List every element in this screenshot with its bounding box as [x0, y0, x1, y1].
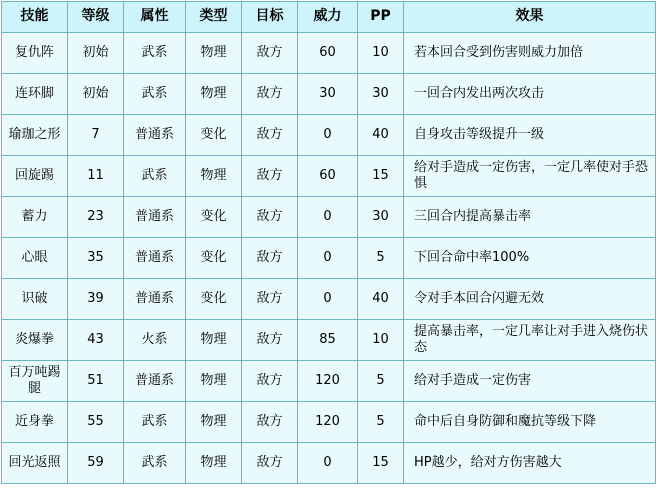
- cell-power: 0: [298, 238, 358, 279]
- cell-skill: 心眼: [2, 238, 68, 279]
- table-header-row: [2, 2, 656, 33]
- cell-type: 物理: [186, 443, 242, 484]
- cell-level: 23: [68, 197, 124, 238]
- cell-target: 敌方: [242, 279, 298, 320]
- cell-type: 变化: [186, 115, 242, 156]
- cell-power: 85: [298, 320, 358, 361]
- cell-power: 120: [298, 361, 358, 402]
- cell-pp: 5: [358, 361, 404, 402]
- cell-target: 敌方: [242, 156, 298, 197]
- column-header-target: 目标: [242, 2, 298, 33]
- cell-level: 51: [68, 361, 124, 402]
- cell-skill: 连环脚: [2, 74, 68, 115]
- cell-skill: 百万吨踢腿: [2, 361, 68, 402]
- cell-type: 物理: [186, 361, 242, 402]
- column-header-level: 等级: [68, 2, 124, 33]
- cell-skill: 回旋踢: [2, 156, 68, 197]
- cell-power: 30: [298, 74, 358, 115]
- cell-type: 变化: [186, 197, 242, 238]
- cell-effect: 若本回合受到伤害则威力加倍: [404, 33, 656, 74]
- table-row: [2, 33, 656, 74]
- cell-level: 初始: [68, 74, 124, 115]
- cell-level: 43: [68, 320, 124, 361]
- cell-level: 35: [68, 238, 124, 279]
- cell-pp: 10: [358, 33, 404, 74]
- cell-effect: 命中后自身防御和魔抗等级下降: [404, 402, 656, 443]
- cell-target: 敌方: [242, 115, 298, 156]
- cell-pp: 5: [358, 402, 404, 443]
- cell-pp: 15: [358, 443, 404, 484]
- table-row: [2, 361, 656, 402]
- cell-effect: 一回合内发出两次攻击: [404, 74, 656, 115]
- cell-type: 变化: [186, 238, 242, 279]
- cell-attribute: 普通系: [124, 197, 186, 238]
- cell-target: 敌方: [242, 74, 298, 115]
- cell-attribute: 武系: [124, 74, 186, 115]
- cell-level: 初始: [68, 33, 124, 74]
- column-header-pp: PP: [358, 2, 404, 33]
- cell-power: 60: [298, 33, 358, 74]
- cell-target: 敌方: [242, 443, 298, 484]
- cell-pp: 15: [358, 156, 404, 197]
- cell-level: 55: [68, 402, 124, 443]
- cell-type: 物理: [186, 156, 242, 197]
- table-row: [2, 197, 656, 238]
- table-row: [2, 156, 656, 197]
- cell-effect: 给对手造成一定伤害，一定几率使对手恐惧: [404, 156, 656, 197]
- cell-pp: 10: [358, 320, 404, 361]
- column-header-power: 威力: [298, 2, 358, 33]
- cell-effect: 三回合内提高暴击率: [404, 197, 656, 238]
- cell-skill: 近身拳: [2, 402, 68, 443]
- cell-skill: 瑜珈之形: [2, 115, 68, 156]
- cell-type: 物理: [186, 33, 242, 74]
- cell-attribute: 普通系: [124, 279, 186, 320]
- cell-effect: 给对手造成一定伤害: [404, 361, 656, 402]
- table-row: [2, 74, 656, 115]
- cell-attribute: 普通系: [124, 361, 186, 402]
- table-row: [2, 115, 656, 156]
- cell-level: 7: [68, 115, 124, 156]
- cell-pp: 30: [358, 197, 404, 238]
- table-body: [2, 33, 656, 484]
- cell-power: 0: [298, 443, 358, 484]
- cell-target: 敌方: [242, 402, 298, 443]
- table-header: [2, 2, 656, 33]
- cell-attribute: 武系: [124, 156, 186, 197]
- cell-level: 59: [68, 443, 124, 484]
- cell-power: 0: [298, 115, 358, 156]
- cell-type: 物理: [186, 74, 242, 115]
- cell-attribute: 武系: [124, 33, 186, 74]
- table-row: [2, 238, 656, 279]
- skill-table: [1, 1, 656, 484]
- cell-type: 物理: [186, 402, 242, 443]
- cell-pp: 30: [358, 74, 404, 115]
- cell-type: 物理: [186, 320, 242, 361]
- cell-attribute: 武系: [124, 443, 186, 484]
- cell-level: 11: [68, 156, 124, 197]
- cell-level: 39: [68, 279, 124, 320]
- cell-target: 敌方: [242, 238, 298, 279]
- column-header-attribute: 属性: [124, 2, 186, 33]
- cell-target: 敌方: [242, 320, 298, 361]
- cell-effect: 自身攻击等级提升一级: [404, 115, 656, 156]
- cell-power: 0: [298, 279, 358, 320]
- cell-effect: 令对手本回合闪避无效: [404, 279, 656, 320]
- cell-pp: 40: [358, 279, 404, 320]
- cell-attribute: 武系: [124, 402, 186, 443]
- cell-effect: HP越少，给对方伤害越大: [404, 443, 656, 484]
- table-row: [2, 402, 656, 443]
- column-header-type: 类型: [186, 2, 242, 33]
- cell-attribute: 普通系: [124, 115, 186, 156]
- cell-skill: 蓄力: [2, 197, 68, 238]
- cell-skill: 复仇阵: [2, 33, 68, 74]
- column-header-skill: 技能: [2, 2, 68, 33]
- cell-skill: 识破: [2, 279, 68, 320]
- cell-type: 变化: [186, 279, 242, 320]
- cell-power: 0: [298, 197, 358, 238]
- cell-power: 60: [298, 156, 358, 197]
- cell-skill: 回光返照: [2, 443, 68, 484]
- cell-attribute: 普通系: [124, 238, 186, 279]
- table-row: [2, 443, 656, 484]
- cell-effect: 下回合命中率100%: [404, 238, 656, 279]
- cell-pp: 40: [358, 115, 404, 156]
- cell-target: 敌方: [242, 361, 298, 402]
- cell-power: 120: [298, 402, 358, 443]
- cell-target: 敌方: [242, 33, 298, 74]
- cell-target: 敌方: [242, 197, 298, 238]
- table-row: [2, 279, 656, 320]
- cell-pp: 5: [358, 238, 404, 279]
- cell-effect: 提高暴击率，一定几率让对手进入烧伤状态: [404, 320, 656, 361]
- table-row: [2, 320, 656, 361]
- column-header-effect: 效果: [404, 2, 656, 33]
- cell-skill: 炎爆拳: [2, 320, 68, 361]
- cell-attribute: 火系: [124, 320, 186, 361]
